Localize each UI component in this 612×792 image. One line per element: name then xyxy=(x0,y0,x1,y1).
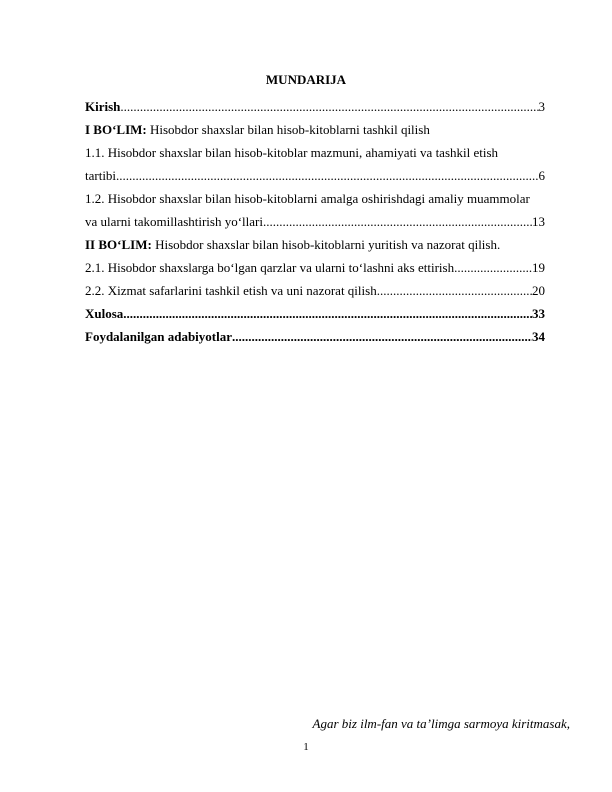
page-number: 1 xyxy=(303,741,309,753)
dot-leader xyxy=(123,302,532,325)
toc-entry-kirish[interactable] xyxy=(85,95,545,118)
toc-page-number: 34 xyxy=(532,329,545,344)
toc-entry-label-continued: tartibi xyxy=(85,168,117,183)
toc-page-number: 19 xyxy=(532,260,545,275)
toc-entry-label: Xulosa xyxy=(85,306,124,321)
dot-leader xyxy=(120,95,538,118)
toc-entry-adabiyotlar[interactable] xyxy=(85,325,545,348)
toc-entry-xulosa[interactable] xyxy=(85,302,545,325)
dot-leader xyxy=(232,325,532,348)
part-prefix: II BO‘LIM: xyxy=(85,237,152,252)
dot-leader xyxy=(263,210,532,233)
toc-page-number: 13 xyxy=(532,214,545,229)
toc-entry-label: Foydalanilgan adabiyotlar xyxy=(85,329,232,344)
toc-entry-label-continued: va ularni takomillashtirish yo‘llari xyxy=(85,214,263,229)
toc-entry-1-2-line1[interactable] xyxy=(85,187,545,210)
toc-page-number: 6 xyxy=(538,168,545,183)
toc-entry-label: 1.2. Hisobdor shaxslar bilan hisob-kitoblarni amalga oshirishdagi amaliy muammolar xyxy=(85,191,530,206)
toc-entry-1-2-line2[interactable] xyxy=(85,210,545,233)
toc-entry-label: 1.1. Hisobdor shaxslar bilan hisob-kitoblar mazmuni, ahamiyati va tashkil etish xyxy=(85,145,499,160)
dot-leader xyxy=(116,164,538,187)
toc-entry-1-1-line2[interactable] xyxy=(85,164,545,187)
toc-entry-2-2[interactable] xyxy=(85,279,545,302)
table-of-contents xyxy=(85,95,545,348)
toc-entry-1-1-line1[interactable] xyxy=(85,141,545,164)
toc-part-1-heading[interactable] xyxy=(85,118,545,141)
toc-entry-2-1[interactable] xyxy=(85,256,545,279)
toc-entry-label: 2.2. Xizmat safarlarini tashkil etish va uni nazorat qilish xyxy=(85,283,377,298)
toc-page-number: 20 xyxy=(532,283,545,298)
toc-page-number: 3 xyxy=(538,99,545,114)
part-prefix: I BO‘LIM: xyxy=(85,122,147,137)
dot-leader xyxy=(454,256,532,279)
page-title: MUNDARIJA xyxy=(265,72,347,87)
epigraph-quote: Agar biz ilm-fan va ta’limga sarmoya kiritmasak, xyxy=(312,716,570,731)
part-title: Hisobdor shaxslar bilan hisob-kitoblarni yuritish va nazorat qilish. xyxy=(151,237,501,252)
part-title: Hisobdor shaxslar bilan hisob-kitoblarni tashkil qilish xyxy=(146,122,430,137)
toc-entry-label: 2.1. Hisobdor shaxslarga bo‘lgan qarzlar va ularni to‘lashni aks ettirish xyxy=(85,260,455,275)
dot-leader xyxy=(377,279,532,302)
toc-page-number: 33 xyxy=(532,306,545,321)
toc-entry-label: Kirish xyxy=(85,99,121,114)
toc-part-2-heading[interactable] xyxy=(85,233,545,256)
